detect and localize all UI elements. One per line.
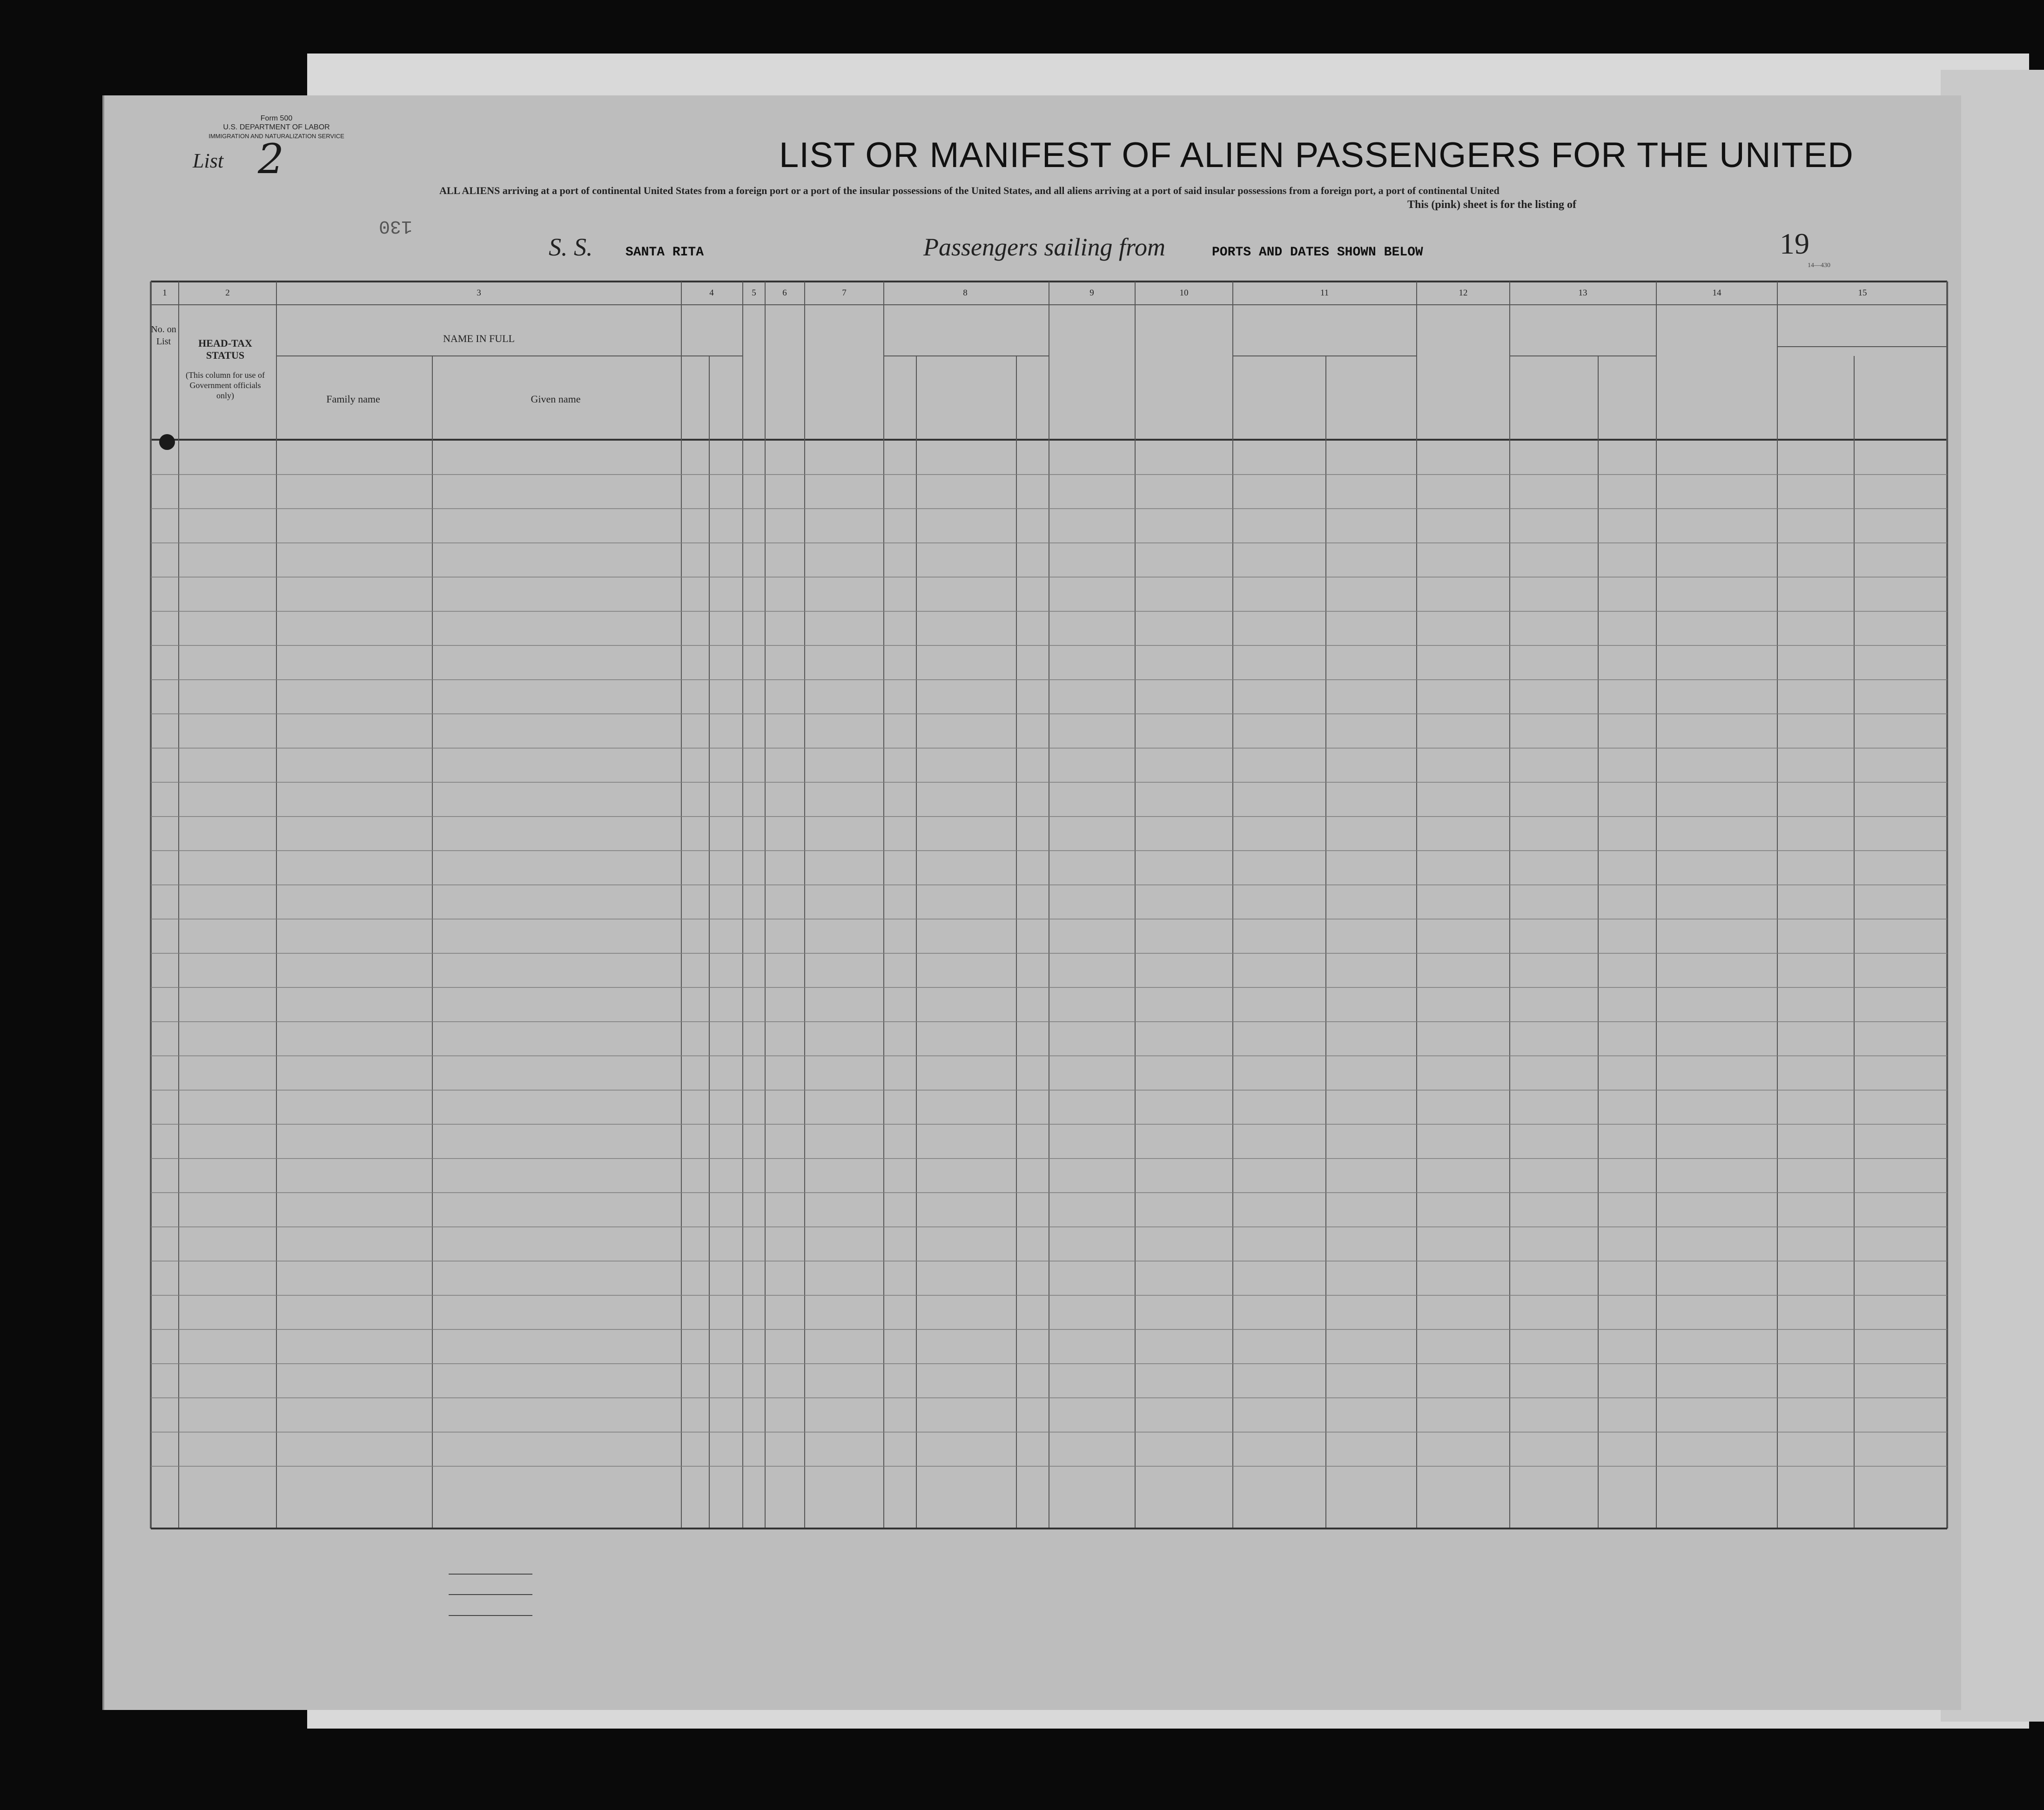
column-number: 15 <box>1858 288 1867 298</box>
hdr-family-name: Family name <box>326 393 380 405</box>
ss-label: S. S. <box>549 233 593 261</box>
list-label: List <box>193 149 224 172</box>
column-number: 4 <box>709 288 714 298</box>
column-number: 3 <box>477 288 481 298</box>
subtitle-line1: ALL ALIENS arriving at a port of continental United States from a foreign port or a port of the insular possessions of the United States, and all aliens arriving at a port of said insular possessions from a foreign port, a port of continental United <box>439 185 1499 196</box>
form-code: 14—430 <box>1808 262 1830 269</box>
list-number: 2 <box>258 135 284 183</box>
column-number: 8 <box>963 288 968 298</box>
column-number: 5 <box>752 288 756 298</box>
stamp-number: 130 <box>379 215 413 236</box>
manifest-sheet <box>102 95 1961 1710</box>
ports-value: PORTS AND DATES SHOWN BELOW <box>1212 245 1423 260</box>
hdr-head-tax: HEAD-TAX STATUS <box>198 337 252 361</box>
hdr-no-on-list: No. on List <box>151 324 176 347</box>
sailing-label: Passengers sailing from <box>923 233 1166 261</box>
column-number: 2 <box>225 288 230 298</box>
ship-name: SANTA RITA <box>625 245 704 260</box>
column-number: 1 <box>162 288 167 298</box>
left-hole <box>159 434 175 450</box>
column-number: 12 <box>1459 288 1468 298</box>
column-number: 9 <box>1089 288 1094 298</box>
column-number: 13 <box>1578 288 1587 298</box>
hdr-name-in-full: NAME IN FULL <box>443 333 515 344</box>
column-number: 11 <box>1320 288 1329 298</box>
subtitle-line2: This (pink) sheet is for the listing of <box>1407 199 1576 211</box>
page-title: LIST OR MANIFEST OF ALIEN PASSENGERS FOR THE UNITED <box>779 135 1854 175</box>
column-number: 6 <box>782 288 787 298</box>
form-number: Form 500 <box>260 114 293 122</box>
department: U.S. DEPARTMENT OF LABOR <box>223 123 330 131</box>
column-number: 10 <box>1179 288 1189 298</box>
column-number: 14 <box>1712 288 1721 298</box>
hdr-head-tax-note: (This column for use of Government officials only) <box>186 370 265 400</box>
service: IMMIGRATION AND NATURALIZATION SERVICE <box>208 133 344 140</box>
hdr-given-name: Given name <box>531 393 581 405</box>
year-prefix: 19 <box>1780 227 1809 260</box>
column-number: 7 <box>842 288 847 298</box>
